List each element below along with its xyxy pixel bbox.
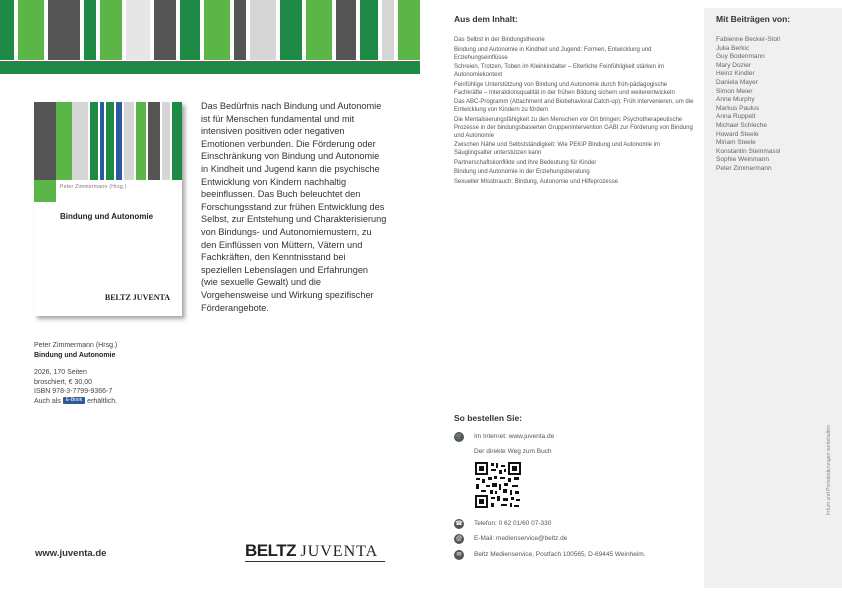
contributor-name: Michael Schleche [716, 121, 767, 129]
cart-icon: 🛒 [455, 434, 463, 440]
contents-item: Das Selbst in der Bindungstheorie [454, 37, 545, 43]
cover-title: Bindung und Autonomie [60, 212, 154, 221]
contributor-name: Konstantin Steinmassl [716, 147, 781, 155]
book-title: Bindung und Autonomie [34, 351, 116, 359]
contributor-name: Markus Paulus [716, 104, 759, 112]
contents-item: Feinfühlige Unterstützung von Bindung und Autonomie durch früh-pädagogische Fachkräfte – Interaktionsqualität in der frühen Bildung sichern und weiterentwickeln [454, 81, 675, 96]
contributor-name: Guy Bodenmann [716, 53, 765, 61]
stripe [234, 0, 246, 60]
order-heading: So bestellen Sie: [454, 413, 523, 423]
stripe [154, 0, 176, 60]
ebook-prefix: Auch als [34, 397, 61, 405]
contributor-name: Fabienne Becker-Stoll [716, 36, 780, 43]
cover-publisher-logo: BELTZ JUVENTA [104, 293, 170, 302]
order-post-address: Beltz Medienservice, Postfach 100565, D-69445 Weinheim. [474, 551, 646, 558]
contributor-name: Miriam Steele [716, 139, 756, 147]
stripe [306, 0, 332, 60]
publisher-logo [245, 541, 385, 561]
cover-stripe [106, 102, 114, 180]
book-year-pages: 2026, 170 Seiten [34, 369, 87, 376]
cover-accent-block [34, 180, 56, 202]
book-info [34, 341, 184, 406]
cover-stripe [116, 102, 122, 180]
contents-item: Das ABC-Programm (Attachment and Biobehavioral Catch-up): Früh intervenieren, um die Entwicklung von Kindern zu fördern [454, 99, 694, 113]
contents-item: Bindung und Autonomie in Kindheit und Jugend: Formen, Entwicklung und Erziehungseinflüsse [454, 46, 652, 61]
ebook-suffix: erhältlich. [87, 397, 118, 405]
stripe [280, 0, 302, 60]
contributor-name: Peter Zimmermann [716, 164, 772, 172]
ebook-badge: E-Book [63, 397, 85, 404]
phone-icon: ☎ [455, 521, 463, 527]
book-isbn: ISBN 978-3-7799-9366-7 [34, 388, 113, 395]
contributor-name: Julia Berkic [716, 44, 750, 52]
order-direct-link: Der direkte Weg zum Buch [474, 448, 552, 455]
order-email[interactable]: E-Mail: medienservice@beltz.de [474, 535, 568, 542]
contents-item: Schreien, Trotzen, Toben im Kleinkindalter – Elterliche Feinfühligkeit stärken im Autonomiekontext [454, 64, 664, 78]
stripe [100, 0, 122, 60]
contributor-name: Heinz Kindler [716, 70, 755, 78]
contents-item: Zwischen Nähe und Selbstständigkeit: Wie PEKiP Bindung und Autonomie im Säuglingsalter unterstützen kann [454, 142, 661, 156]
email-icon: @ [455, 536, 463, 542]
contributor-name: Mary Dozier [716, 61, 752, 69]
contributor-name: Anne Murphy [716, 96, 755, 104]
website-link[interactable]: www.juventa.de [35, 548, 107, 559]
contents-item: Sexueller Missbrauch: Bindung, Autonomie und Hilfeprozesse [454, 178, 619, 185]
contributor-name: Daniela Mayer [716, 78, 758, 86]
stripe [360, 0, 378, 60]
logo-belt: BELTZ [245, 541, 297, 560]
contents-item: Partnerschaftskonflikte und ihre Bedeutung für Kinder [454, 159, 597, 166]
logo-underline [245, 561, 385, 562]
cover-editor: Peter Zimmermann (Hrsg.) [60, 184, 127, 190]
cover-stripe [172, 102, 182, 180]
mail-envelope-icon: ✉ [454, 550, 464, 560]
cover-stripe [56, 102, 72, 180]
contents-item: Bindung und Autonomie in der Erziehungsberatung [454, 169, 590, 175]
book-price: broschiert, € 30,00 [34, 378, 92, 386]
contributor-name: Sophie Weinmann [716, 156, 769, 164]
stripe [84, 0, 96, 60]
stripe [48, 0, 80, 60]
contents-heading: Aus dem Inhalt: [454, 14, 518, 24]
logo-juventa: JUVENTA [300, 543, 379, 560]
top-stripe-band [0, 0, 420, 74]
contributor-name: Simon Meier [716, 87, 753, 95]
cover-stripe [90, 102, 98, 180]
cover-stripe [162, 102, 170, 180]
stripe [0, 0, 14, 60]
cover-stripe [124, 102, 134, 180]
contributors-heading: Mit Beiträgen von: [716, 14, 791, 24]
contributor-name: Anna Ruppelt [716, 113, 756, 121]
cover-stripe [34, 102, 56, 180]
book-cover [34, 102, 182, 316]
stripe [336, 0, 356, 60]
disclaimer-note: Irrtum und Preisänderungen vorbehalten [826, 425, 832, 515]
book-description: Das Bedürfnis nach Bindung und Autonomie ist für Menschen fundamental und mit intensiven positiven oder negativen Emotionen verbunden. Die Förderung oder Einschränkung von Bindung und Autonomie in Kindheit und Jugend kann die psychische Entwicklung von Kindern nachhaltig beeinflussen. Das Buch beleuchtet den Forschungsstand zur frühen Entwicklung des Selbst, zur Entstehung und Charakterisierung von Bindungs- und Autonomiemustern, zu den Einflüssen von Müttern, Vätern und Fachkräften, den Kenntnisstand bei speziellen Lebenslagen und Erfahrungen (wie sexuelle Gewalt) und die Vorgehensweise und Wirkung spezifischer Förderangebote. [201, 101, 387, 313]
book-author: Peter Zimmermann (Hrsg.) [34, 342, 118, 349]
stripe [398, 0, 420, 60]
cover-stripe [72, 102, 88, 180]
stripe [18, 0, 44, 60]
stripe [204, 0, 230, 60]
stripe-base-bar [0, 61, 420, 74]
contents-list [454, 36, 694, 187]
stripe [180, 0, 200, 60]
ebook-note [34, 397, 184, 407]
contents-item: Die Mentalisierungsfähigkeit zu den Menschen vor Ort bringen: Psychotherapeutische Prozesse in der bindungsbasierten Gruppenintervention GABI zur Förderung von Bindung und Autonomie [454, 116, 693, 139]
contributors-list [716, 36, 780, 174]
qr-code[interactable] [474, 461, 522, 509]
stripe [382, 0, 394, 60]
cover-stripe [136, 102, 146, 180]
contributor-name: Howard Steele [716, 130, 759, 138]
cover-stripe [148, 102, 160, 180]
stripe [250, 0, 276, 60]
order-internet[interactable]: Im Internet: www.juventa.de [474, 433, 555, 440]
cover-stripes [34, 102, 182, 180]
cover-stripe [100, 102, 104, 180]
stripe [126, 0, 150, 60]
order-phone[interactable]: Telefon: 0 62 01/60 07-330 [474, 520, 552, 527]
